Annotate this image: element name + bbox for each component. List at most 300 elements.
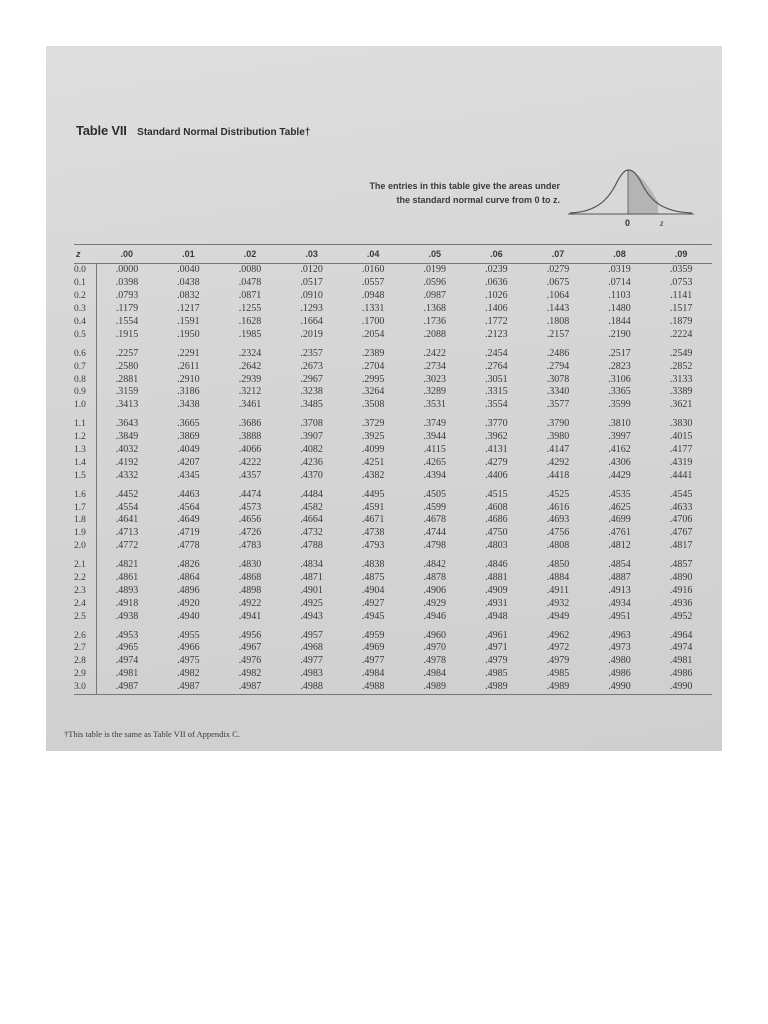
area-value-cell: .4719 [177, 527, 200, 539]
area-value-cell: .1772 [485, 316, 508, 327]
z-value-cell: 2.9 [74, 668, 96, 681]
area-value-cell: .4986 [608, 668, 631, 680]
area-value-cell: .4713 [115, 527, 139, 539]
area-value-cell: .4987 [96, 681, 158, 694]
area-value-cell: .1217 [177, 303, 200, 315]
area-value-cell: .4821 [115, 559, 139, 571]
area-value-cell: .4582 [300, 501, 323, 513]
area-value-cell: .0871 [238, 290, 262, 302]
area-value-cell: .4641 [115, 514, 139, 526]
table-label: Table VII [76, 123, 127, 138]
area-value-cell: .4564 [177, 501, 200, 513]
area-value-cell: .3729 [361, 418, 385, 430]
table-title: Standard Normal Distribution Table† [137, 127, 311, 138]
area-value-cell: .4932 [546, 597, 570, 609]
area-value-cell: .4875 [361, 572, 385, 584]
area-value-cell: .4990 [650, 681, 712, 694]
area-value-cell: .4881 [485, 572, 508, 584]
area-value-cell: .4984 [361, 668, 385, 680]
table-row [74, 418, 712, 431]
z-value-cell: 1.8 [74, 514, 96, 527]
area-value-cell: .4985 [485, 668, 508, 680]
z-value-cell: 2.6 [74, 629, 96, 642]
area-value-cell: .3159 [115, 386, 139, 398]
area-value-cell: .3869 [177, 431, 200, 443]
table-row [74, 610, 712, 623]
shaded-area [628, 171, 658, 214]
area-value-cell: .4783 [238, 540, 262, 552]
area-value-cell: .0793 [115, 290, 139, 302]
area-value-cell: .1985 [238, 328, 262, 340]
area-value-cell: .1554 [115, 316, 139, 327]
area-value-cell: .3599 [608, 399, 631, 411]
area-value-cell: .0478 [238, 277, 262, 289]
area-value-cell: .4884 [546, 572, 570, 584]
table-row [74, 572, 712, 585]
area-value-cell: .2357 [300, 347, 323, 359]
area-value-cell: .4988 [342, 681, 404, 694]
area-value-cell: .4878 [423, 572, 447, 584]
area-value-cell: .1517 [669, 303, 693, 315]
area-value-cell: .3554 [485, 399, 508, 411]
area-value-cell: .3186 [177, 386, 200, 398]
area-value-cell: .0675 [546, 277, 570, 289]
area-value-cell: .2580 [115, 360, 139, 372]
z-value-cell: 1.3 [74, 444, 96, 457]
area-value-cell: .3944 [423, 431, 447, 443]
table-row [74, 629, 712, 642]
area-value-cell: .3461 [238, 399, 262, 411]
area-value-cell: .4893 [115, 584, 139, 596]
area-value-cell: .4868 [238, 572, 262, 584]
area-value-cell: .1103 [608, 290, 631, 302]
area-value-cell: .4750 [485, 527, 508, 539]
area-value-cell: .4429 [608, 469, 631, 481]
area-value-cell: .2324 [238, 347, 262, 359]
table-row [74, 264, 712, 277]
description-line-2: the standard normal curve from 0 to z. [396, 195, 560, 205]
area-value-cell: .3888 [238, 431, 262, 443]
area-value-cell: .0517 [300, 277, 323, 289]
area-value-cell: .4943 [300, 610, 323, 622]
area-value-cell: .3264 [361, 386, 385, 398]
area-value-cell: .0557 [361, 277, 385, 289]
area-value-cell: .4977 [361, 655, 385, 667]
zero-label: 0 [625, 218, 631, 228]
area-value-cell: .4972 [546, 642, 570, 654]
z-value-cell: 1.6 [74, 488, 96, 501]
table-row [74, 347, 712, 360]
area-value-cell: .4484 [300, 488, 323, 500]
area-value-cell: .3770 [485, 418, 508, 430]
area-value-cell: .4082 [300, 444, 323, 456]
column-header: .07 [527, 245, 589, 264]
area-value-cell: .2939 [238, 373, 262, 385]
area-value-cell: .2881 [115, 373, 139, 385]
area-value-cell: .2157 [546, 328, 570, 340]
area-value-cell: .2611 [177, 360, 200, 372]
table-row [74, 527, 712, 540]
area-value-cell: .4966 [177, 642, 200, 654]
area-value-cell: .3238 [300, 386, 323, 398]
area-value-cell: .4656 [238, 514, 262, 526]
column-header-row [74, 245, 712, 264]
area-value-cell: .4925 [300, 597, 323, 609]
area-value-cell: .4706 [669, 514, 693, 526]
area-value-cell: .4162 [608, 444, 631, 456]
z-value-cell: 2.8 [74, 655, 96, 668]
area-value-cell: .4980 [608, 655, 631, 667]
area-value-cell: .4554 [115, 501, 139, 513]
area-value-cell: .3315 [485, 386, 508, 398]
area-value-cell: .3997 [608, 431, 631, 443]
area-value-cell: .3508 [361, 399, 385, 411]
area-value-cell: .1915 [115, 328, 139, 340]
area-value-cell: .4981 [669, 655, 693, 667]
area-value-cell: .4970 [423, 642, 447, 654]
area-value-cell: .4871 [300, 572, 323, 584]
area-value-cell: .4452 [115, 488, 139, 500]
table-row [74, 328, 712, 341]
area-value-cell: .4744 [423, 527, 447, 539]
normal-distribution-table [74, 244, 712, 695]
area-value-cell: .4222 [238, 456, 262, 468]
area-value-cell: .1293 [300, 303, 323, 315]
area-value-cell: .4981 [115, 668, 139, 680]
table-row [74, 399, 712, 412]
area-value-cell: .3980 [546, 431, 570, 443]
area-value-cell: .3051 [485, 373, 508, 385]
area-value-cell: .4846 [485, 559, 508, 571]
area-value-cell: .4911 [546, 584, 570, 596]
z-value-cell: 2.2 [74, 572, 96, 585]
area-value-cell: .1406 [485, 303, 508, 315]
area-value-cell: .4948 [485, 610, 508, 622]
area-value-cell: .4370 [300, 469, 323, 481]
area-value-cell: .0753 [669, 277, 693, 289]
area-value-cell: .1480 [608, 303, 631, 315]
area-value-cell: .0636 [485, 277, 508, 289]
area-value-cell: .1950 [177, 328, 200, 340]
area-value-cell: .4808 [546, 540, 570, 552]
z-value-cell: 1.5 [74, 469, 96, 482]
z-value-cell: 1.9 [74, 527, 96, 540]
area-value-cell: .4099 [361, 444, 385, 456]
table-row [74, 488, 712, 501]
z-value-cell: 3.0 [74, 681, 96, 694]
area-value-cell: .4864 [177, 572, 200, 584]
area-value-cell: .4985 [546, 668, 570, 680]
area-value-cell: .3962 [485, 431, 508, 443]
area-value-cell: .4793 [361, 540, 385, 552]
area-value-cell: .4934 [608, 597, 631, 609]
area-value-cell: .4686 [485, 514, 508, 526]
area-value-cell: .2549 [669, 347, 693, 359]
area-value-cell: .4953 [115, 629, 139, 641]
area-value-cell: .4901 [300, 584, 323, 596]
area-value-cell: .4956 [238, 629, 262, 641]
area-value-cell: .1141 [670, 290, 693, 302]
area-value-cell: .4922 [238, 597, 262, 609]
area-value-cell: .2910 [177, 373, 200, 385]
area-value-cell: .4931 [485, 597, 508, 609]
area-value-cell: .0987 [423, 290, 447, 302]
area-value-cell: .4633 [669, 501, 693, 513]
area-value-cell: .0080 [238, 264, 262, 276]
area-value-cell: .1808 [546, 316, 570, 327]
area-value-cell: .0596 [423, 277, 447, 289]
area-value-cell: .2823 [608, 360, 631, 372]
description-line-1: The entries in this table give the areas under [369, 181, 560, 191]
area-value-cell: .4251 [361, 456, 385, 468]
area-value-cell: .4131 [485, 444, 508, 456]
area-value-cell: .2517 [608, 347, 631, 359]
area-value-cell: .3106 [608, 373, 631, 385]
area-value-cell: .4955 [177, 629, 200, 641]
area-value-cell: .4525 [546, 488, 570, 500]
z-value-cell: 2.5 [74, 610, 96, 623]
table-row [74, 584, 712, 597]
area-value-cell: .1368 [423, 303, 447, 315]
area-value-cell: .4279 [485, 456, 508, 468]
area-value-cell: .4066 [238, 444, 262, 456]
area-value-cell: .4975 [177, 655, 200, 667]
area-value-cell: .4965 [115, 642, 139, 654]
area-value-cell: .2704 [361, 360, 385, 372]
area-value-cell: .4957 [300, 629, 323, 641]
area-value-cell: .4927 [361, 597, 385, 609]
area-value-cell: .4964 [669, 629, 693, 641]
z-value-cell: 0.3 [74, 303, 96, 316]
z-value-cell: 2.4 [74, 597, 96, 610]
area-value-cell: .1664 [300, 316, 323, 327]
area-value-cell: .0239 [485, 264, 508, 276]
area-value-cell: .2389 [361, 347, 385, 359]
area-value-cell: .4918 [115, 597, 139, 609]
area-value-cell: .3665 [177, 418, 200, 430]
area-value-cell: .3830 [669, 418, 693, 430]
z-value-cell: 0.0 [74, 264, 96, 277]
area-value-cell: .3023 [423, 373, 447, 385]
area-value-cell: .4916 [669, 584, 693, 596]
area-value-cell: .0398 [115, 277, 139, 289]
area-value-cell: .4693 [546, 514, 570, 526]
column-header: .04 [342, 245, 404, 264]
area-value-cell: .3577 [546, 399, 570, 411]
table-row [74, 386, 712, 399]
area-value-cell: .4015 [669, 431, 693, 443]
area-value-cell: .4976 [238, 655, 262, 667]
table-row [74, 642, 712, 655]
area-value-cell: .3365 [608, 386, 631, 398]
area-value-cell: .4726 [238, 527, 262, 539]
area-value-cell: .4949 [546, 610, 570, 622]
area-value-cell: .4952 [669, 610, 693, 622]
area-value-cell: .4207 [177, 456, 200, 468]
area-value-cell: .1736 [423, 316, 447, 327]
area-value-cell: .4938 [115, 610, 139, 622]
area-value-cell: .2734 [423, 360, 447, 372]
area-value-cell: .4960 [423, 629, 447, 641]
area-value-cell: .4977 [300, 655, 323, 667]
area-value-cell: .0319 [608, 264, 631, 276]
area-value-cell: .4812 [608, 540, 631, 552]
area-value-cell: .4649 [177, 514, 200, 526]
scanned-page [46, 46, 722, 751]
area-value-cell: .2764 [485, 360, 508, 372]
z-value-cell: 0.9 [74, 386, 96, 399]
area-value-cell: .4505 [423, 488, 447, 500]
area-value-cell: .1064 [546, 290, 570, 302]
area-value-cell: .4969 [361, 642, 385, 654]
area-value-cell: .2642 [238, 360, 262, 372]
area-value-cell: .4982 [238, 668, 262, 680]
area-value-cell: .4394 [423, 469, 447, 481]
area-value-cell: .4798 [423, 540, 447, 552]
z-value-cell: 1.7 [74, 501, 96, 514]
area-value-cell: .4545 [669, 488, 693, 500]
table-row [74, 540, 712, 553]
area-value-cell: .4382 [361, 469, 385, 481]
area-value-cell: .4573 [238, 501, 262, 513]
z-value-cell: 2.1 [74, 559, 96, 572]
area-value-cell: .4979 [546, 655, 570, 667]
area-value-cell: .1443 [546, 303, 570, 315]
table-row [74, 469, 712, 482]
area-value-cell: .4830 [238, 559, 262, 571]
area-value-cell: .0160 [361, 264, 385, 276]
area-value-cell: .4946 [423, 610, 447, 622]
area-value-cell: .2995 [361, 373, 385, 385]
area-value-cell: .2190 [608, 328, 631, 340]
area-value-cell: .3708 [300, 418, 323, 430]
z-value-cell: 2.7 [74, 642, 96, 655]
area-value-cell: .4967 [238, 642, 262, 654]
area-value-cell: .4959 [361, 629, 385, 641]
area-value-cell: .3078 [546, 373, 570, 385]
area-value-cell: .4979 [485, 655, 508, 667]
area-value-cell: .4788 [300, 540, 323, 552]
area-value-cell: .4968 [300, 642, 323, 654]
area-value-cell: .4898 [238, 584, 262, 596]
area-value-cell: .4951 [608, 610, 631, 622]
area-value-cell: .0279 [546, 264, 570, 276]
column-header: .01 [158, 245, 220, 264]
area-value-cell: .4963 [608, 629, 631, 641]
area-value-cell: .4418 [546, 469, 570, 481]
area-value-cell: .2257 [115, 347, 139, 359]
z-value-cell: 0.4 [74, 316, 96, 329]
area-value-cell: .2422 [423, 347, 447, 359]
area-value-cell: .2291 [177, 347, 200, 359]
area-value-cell: .3438 [177, 399, 200, 411]
area-value-cell: .3643 [115, 418, 139, 430]
area-value-cell: .1591 [177, 316, 200, 327]
area-value-cell: .4982 [177, 668, 200, 680]
column-header: .09 [650, 245, 712, 264]
area-value-cell: .4909 [485, 584, 508, 596]
area-value-cell: .4971 [485, 642, 508, 654]
area-value-cell: .4738 [361, 527, 385, 539]
area-value-cell: .4756 [546, 527, 570, 539]
area-value-cell: .4591 [361, 501, 385, 513]
z-column-header: z [74, 245, 96, 264]
normal-curve-figure [566, 158, 696, 230]
table-header [76, 122, 310, 140]
z-label: z [660, 218, 664, 228]
normal-table-container [74, 244, 714, 695]
area-value-cell: .4973 [608, 642, 631, 654]
area-value-cell: .4941 [238, 610, 262, 622]
area-value-cell: .0438 [177, 277, 200, 289]
area-value-cell: .4732 [300, 527, 323, 539]
area-value-cell: .4778 [177, 540, 200, 552]
area-value-cell: .3907 [300, 431, 323, 443]
area-value-cell: .0948 [361, 290, 385, 302]
area-value-cell: .4625 [608, 501, 631, 513]
area-value-cell: .4463 [177, 488, 200, 500]
area-value-cell: .4441 [669, 469, 693, 481]
z-value-cell: 0.8 [74, 373, 96, 386]
area-value-cell: .0832 [177, 290, 200, 302]
area-value-cell: .3413 [115, 399, 139, 411]
table-row [74, 514, 712, 527]
area-value-cell: .2054 [361, 328, 385, 340]
area-value-cell: .0000 [115, 264, 139, 276]
column-header: .08 [589, 245, 651, 264]
area-value-cell: .4834 [300, 559, 323, 571]
area-value-cell: .4962 [546, 629, 570, 641]
area-value-cell: .4974 [115, 655, 139, 667]
area-value-cell: .4983 [300, 668, 323, 680]
area-value-cell: .3749 [423, 418, 447, 430]
table-row [74, 559, 712, 572]
area-value-cell: .4678 [423, 514, 447, 526]
table-row [74, 668, 712, 681]
area-value-cell: .3849 [115, 431, 139, 443]
area-value-cell: .4049 [177, 444, 200, 456]
area-value-cell: .4961 [485, 629, 508, 641]
area-value-cell: .3621 [669, 399, 693, 411]
table-row [74, 277, 712, 290]
area-value-cell: .4032 [115, 444, 139, 456]
area-value-cell: .2852 [669, 360, 693, 372]
z-value-cell: 1.4 [74, 456, 96, 469]
z-value-cell: 2.0 [74, 540, 96, 553]
area-value-cell: .4854 [608, 559, 631, 571]
z-value-cell: 1.0 [74, 399, 96, 412]
area-value-cell: .4989 [527, 681, 589, 694]
area-value-cell: .4940 [177, 610, 200, 622]
area-value-cell: .4406 [485, 469, 508, 481]
z-value-cell: 0.6 [74, 347, 96, 360]
area-value-cell: .4987 [219, 681, 281, 694]
area-value-cell: .2123 [485, 328, 508, 340]
area-value-cell: .4990 [589, 681, 651, 694]
area-value-cell: .4192 [115, 456, 139, 468]
area-value-cell: .4920 [177, 597, 200, 609]
area-value-cell: .1628 [238, 316, 262, 327]
area-value-cell: .4850 [546, 559, 570, 571]
column-header: .06 [466, 245, 528, 264]
area-value-cell: .4535 [608, 488, 631, 500]
area-value-cell: .2019 [300, 328, 323, 340]
area-value-cell: .1844 [608, 316, 631, 327]
area-value-cell: .2673 [300, 360, 323, 372]
column-header: .00 [96, 245, 158, 264]
area-value-cell: .1700 [361, 316, 385, 327]
area-value-cell: .4904 [361, 584, 385, 596]
